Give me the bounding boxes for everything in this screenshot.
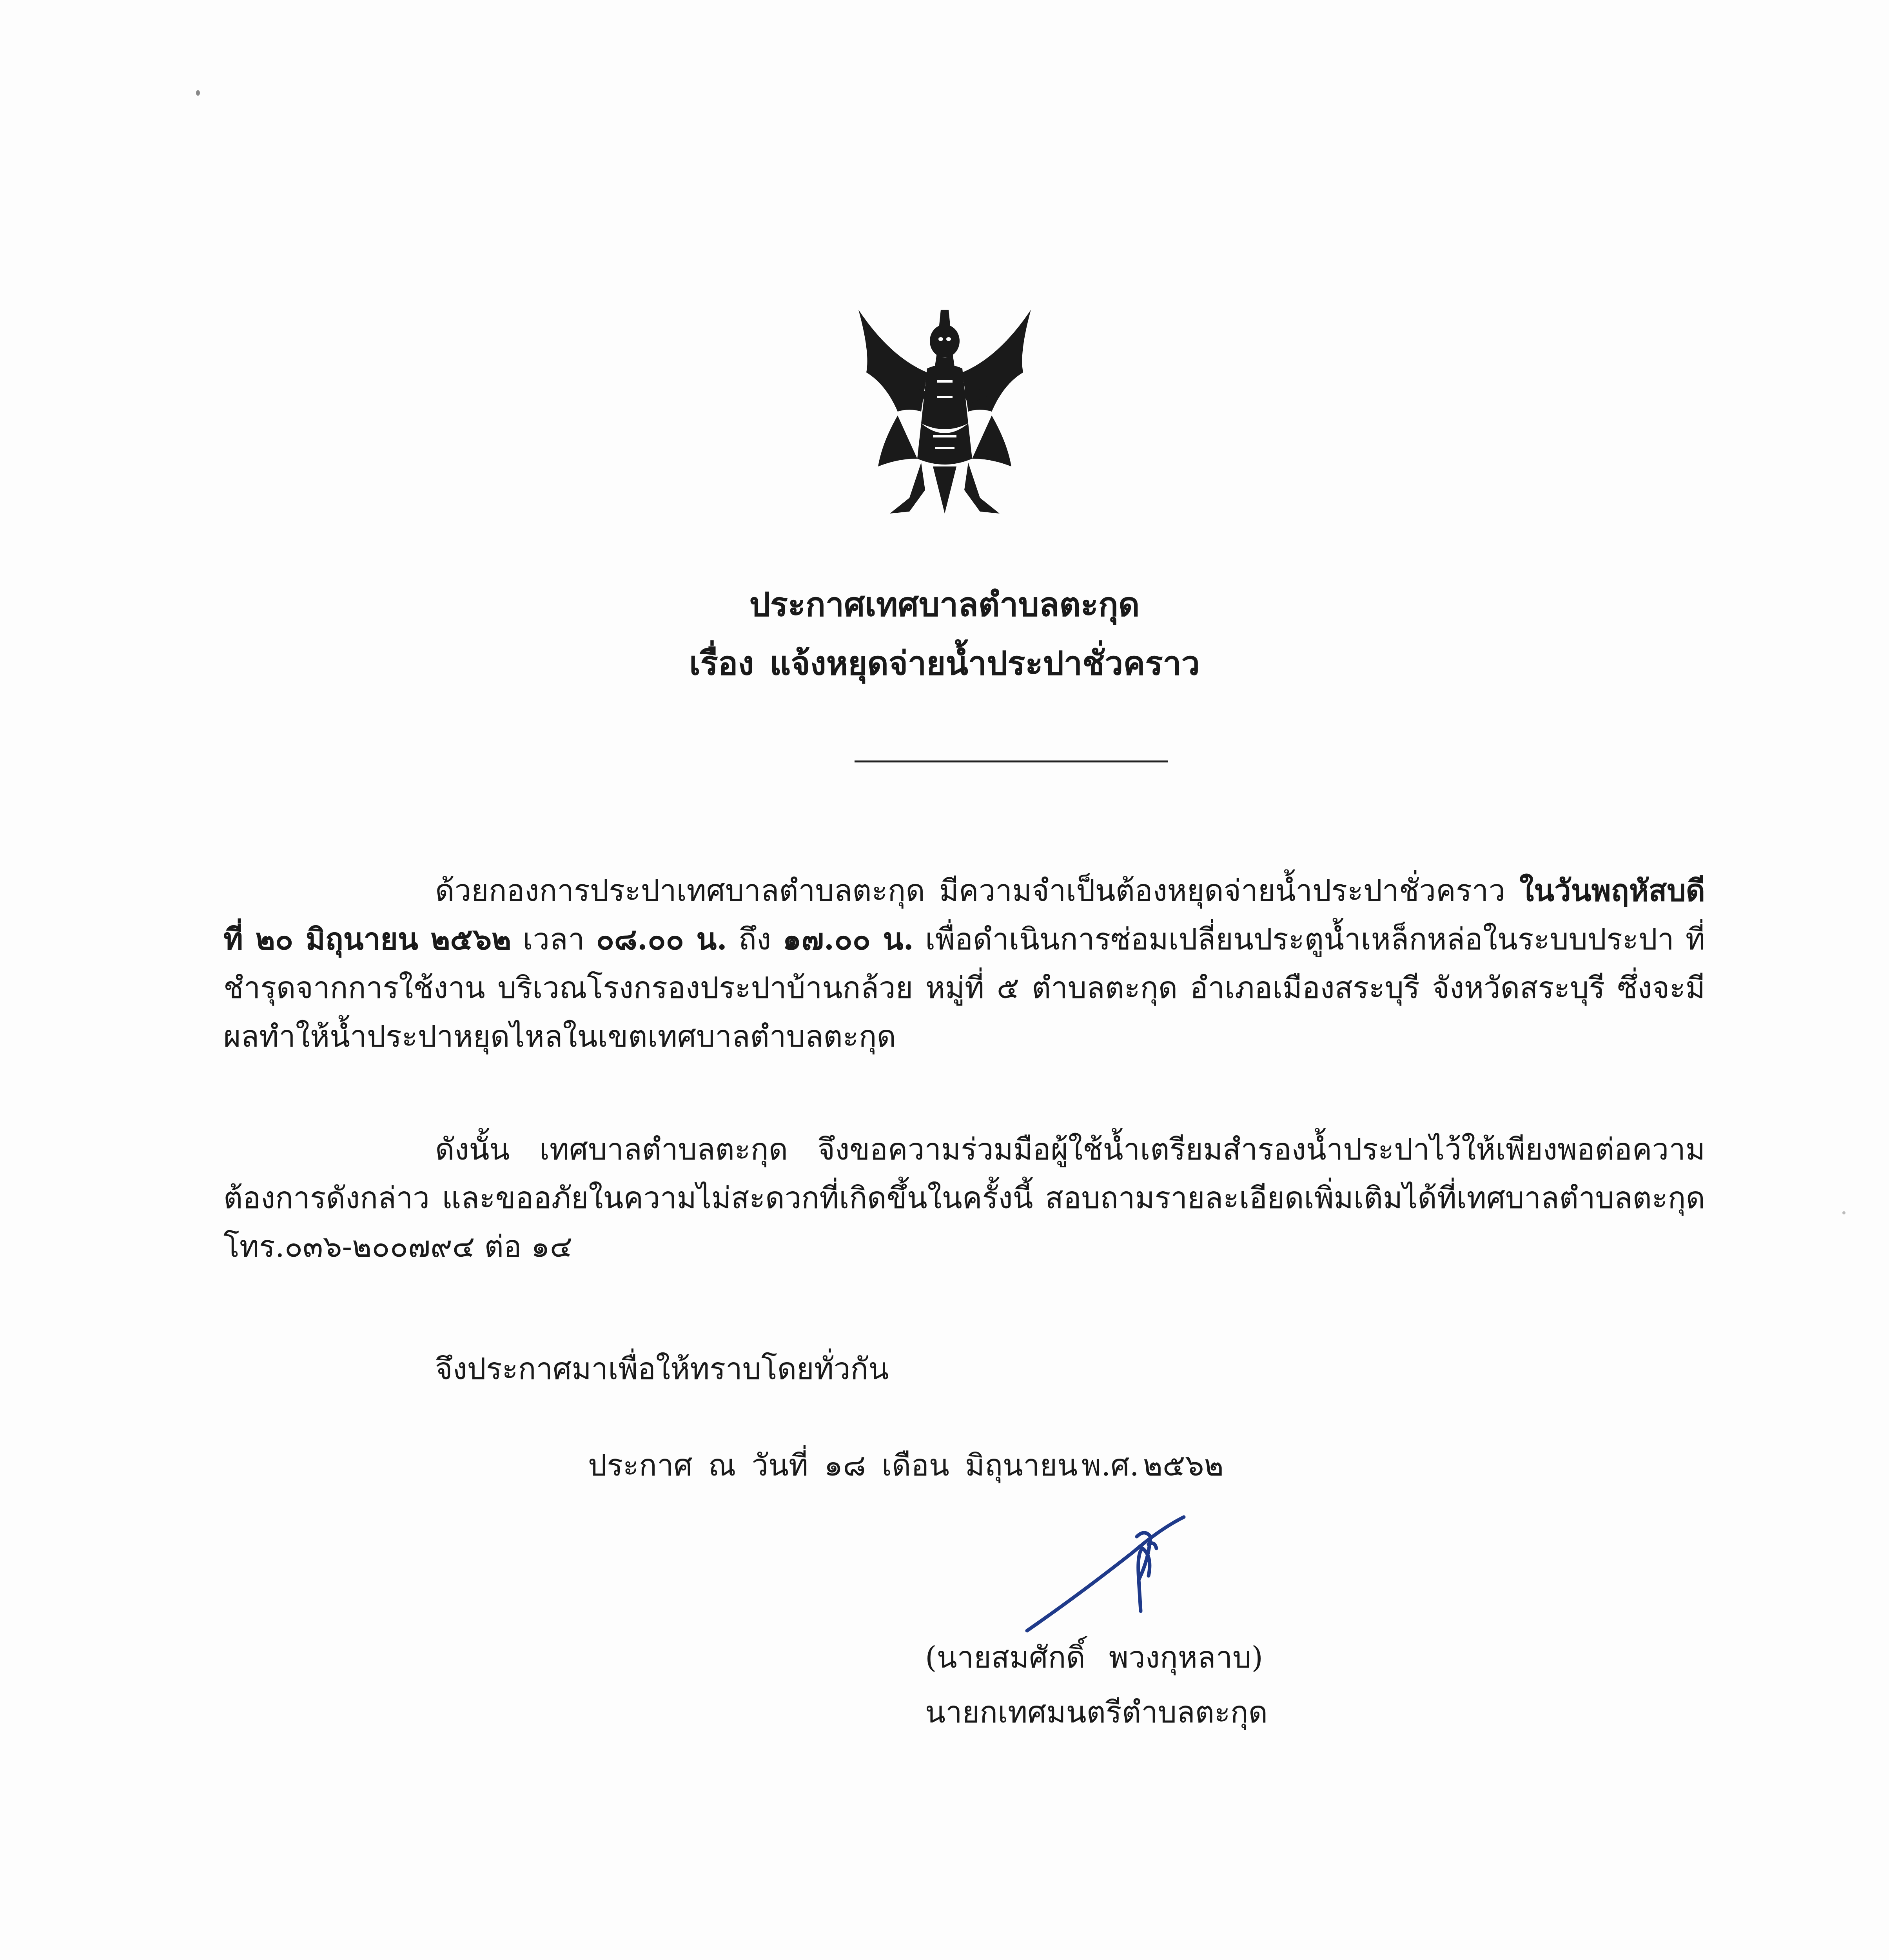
signer-title: นายกเทศมนตรีตำบลตะกุด [925,1695,1268,1730]
p3-text: จึงประกาศมาเพื่อให้ทราบโดยทั่วกัน [435,1351,889,1386]
p2-text: ดังนั้น เทศบาลตำบลตะกุด จึงขอความร่วมมือผู้ใช้น้ำเตรียมสำรองน้ำประปาไว้ให้เพียงพอต่อความต้องการดังกล่าว และขออภัยในความไม่สะดวกที่เกิดขึ้นในครั้งนี้ สอบถามรายละเอียดเพิ่มเติมได้ที่เทศบาลตำบลตะกุด โทร.๐๓๖-๒๐๐๗๙๔ ต่อ ๑๔ [223,1132,1705,1264]
subject-text: แจ้งหยุดจ่ายน้ำประปาชั่วคราว [769,644,1200,682]
p1-end: เพื่อดำเนินการซ่อมเปลี่ยนประตูน้ำเหล็กหล่อในระบบประปา ที่ชำรุดจากการใช้งาน บริเวณโรงกรองประปาบ้านกล้วย หมู่ที่ ๕ ตำบลตะกุด อำเภอเมืองสระบุรี จังหวัดสระบุรี ซึ่งจะมีผลทำให้น้ำประปาหยุดไหลในเขตเทศบาลตำบลตะกุด [223,922,1705,1054]
notice-title: ประกาศเทศบาลตำบลตะกุด [749,585,1140,624]
garuda-emblem-icon [843,294,1047,529]
signer-name [925,1640,1263,1675]
dateline-day: ๑๘ [824,1448,866,1483]
dateline-month-label: เดือน [881,1448,949,1483]
signer-first-name: (นายสมศักดิ์ [925,1640,1085,1675]
dateline-at: ณ [708,1448,736,1483]
subject-prefix: เรื่อง [689,644,754,682]
p1-time-label: เวลา [511,922,596,956]
dateline-month: มิถุนายน [965,1448,1078,1483]
announcement-dateline [588,1448,1239,1483]
paragraph-closing [223,1345,1705,1393]
p1-time-end: ๑๗.๐๐ น. [782,922,914,956]
paper-speck [196,90,200,96]
handwritten-signature [1019,1513,1215,1639]
dateline-year: ๒๕๖๒ [1143,1448,1224,1483]
dateline-announce: ประกาศ [588,1448,693,1483]
p1-date: ในวันพฤหัสบดีที่ ๒๐ มิถุนายน ๒๕๖๒ [223,873,1705,956]
paragraph-announcement [223,866,1705,1061]
signer-last-name: พวงกุหลาบ) [1109,1640,1263,1675]
paragraph-request [223,1125,1705,1271]
paper-speck [1842,1211,1845,1214]
notice-subject [0,644,1889,682]
p1-time-start: ๐๘.๐๐ น. [596,922,727,956]
dateline-day-label: วันที่ [751,1448,809,1483]
p1-start: ด้วยกองการประปาเทศบาลตำบลตะกุด มีความจำเป็นต้องหยุดจ่ายน้ำประปาชั่วคราว [435,873,1506,908]
heading-divider [855,760,1168,762]
p1-time-to: ถึง [727,922,783,956]
dateline-era: พ.ศ. [1082,1448,1139,1483]
